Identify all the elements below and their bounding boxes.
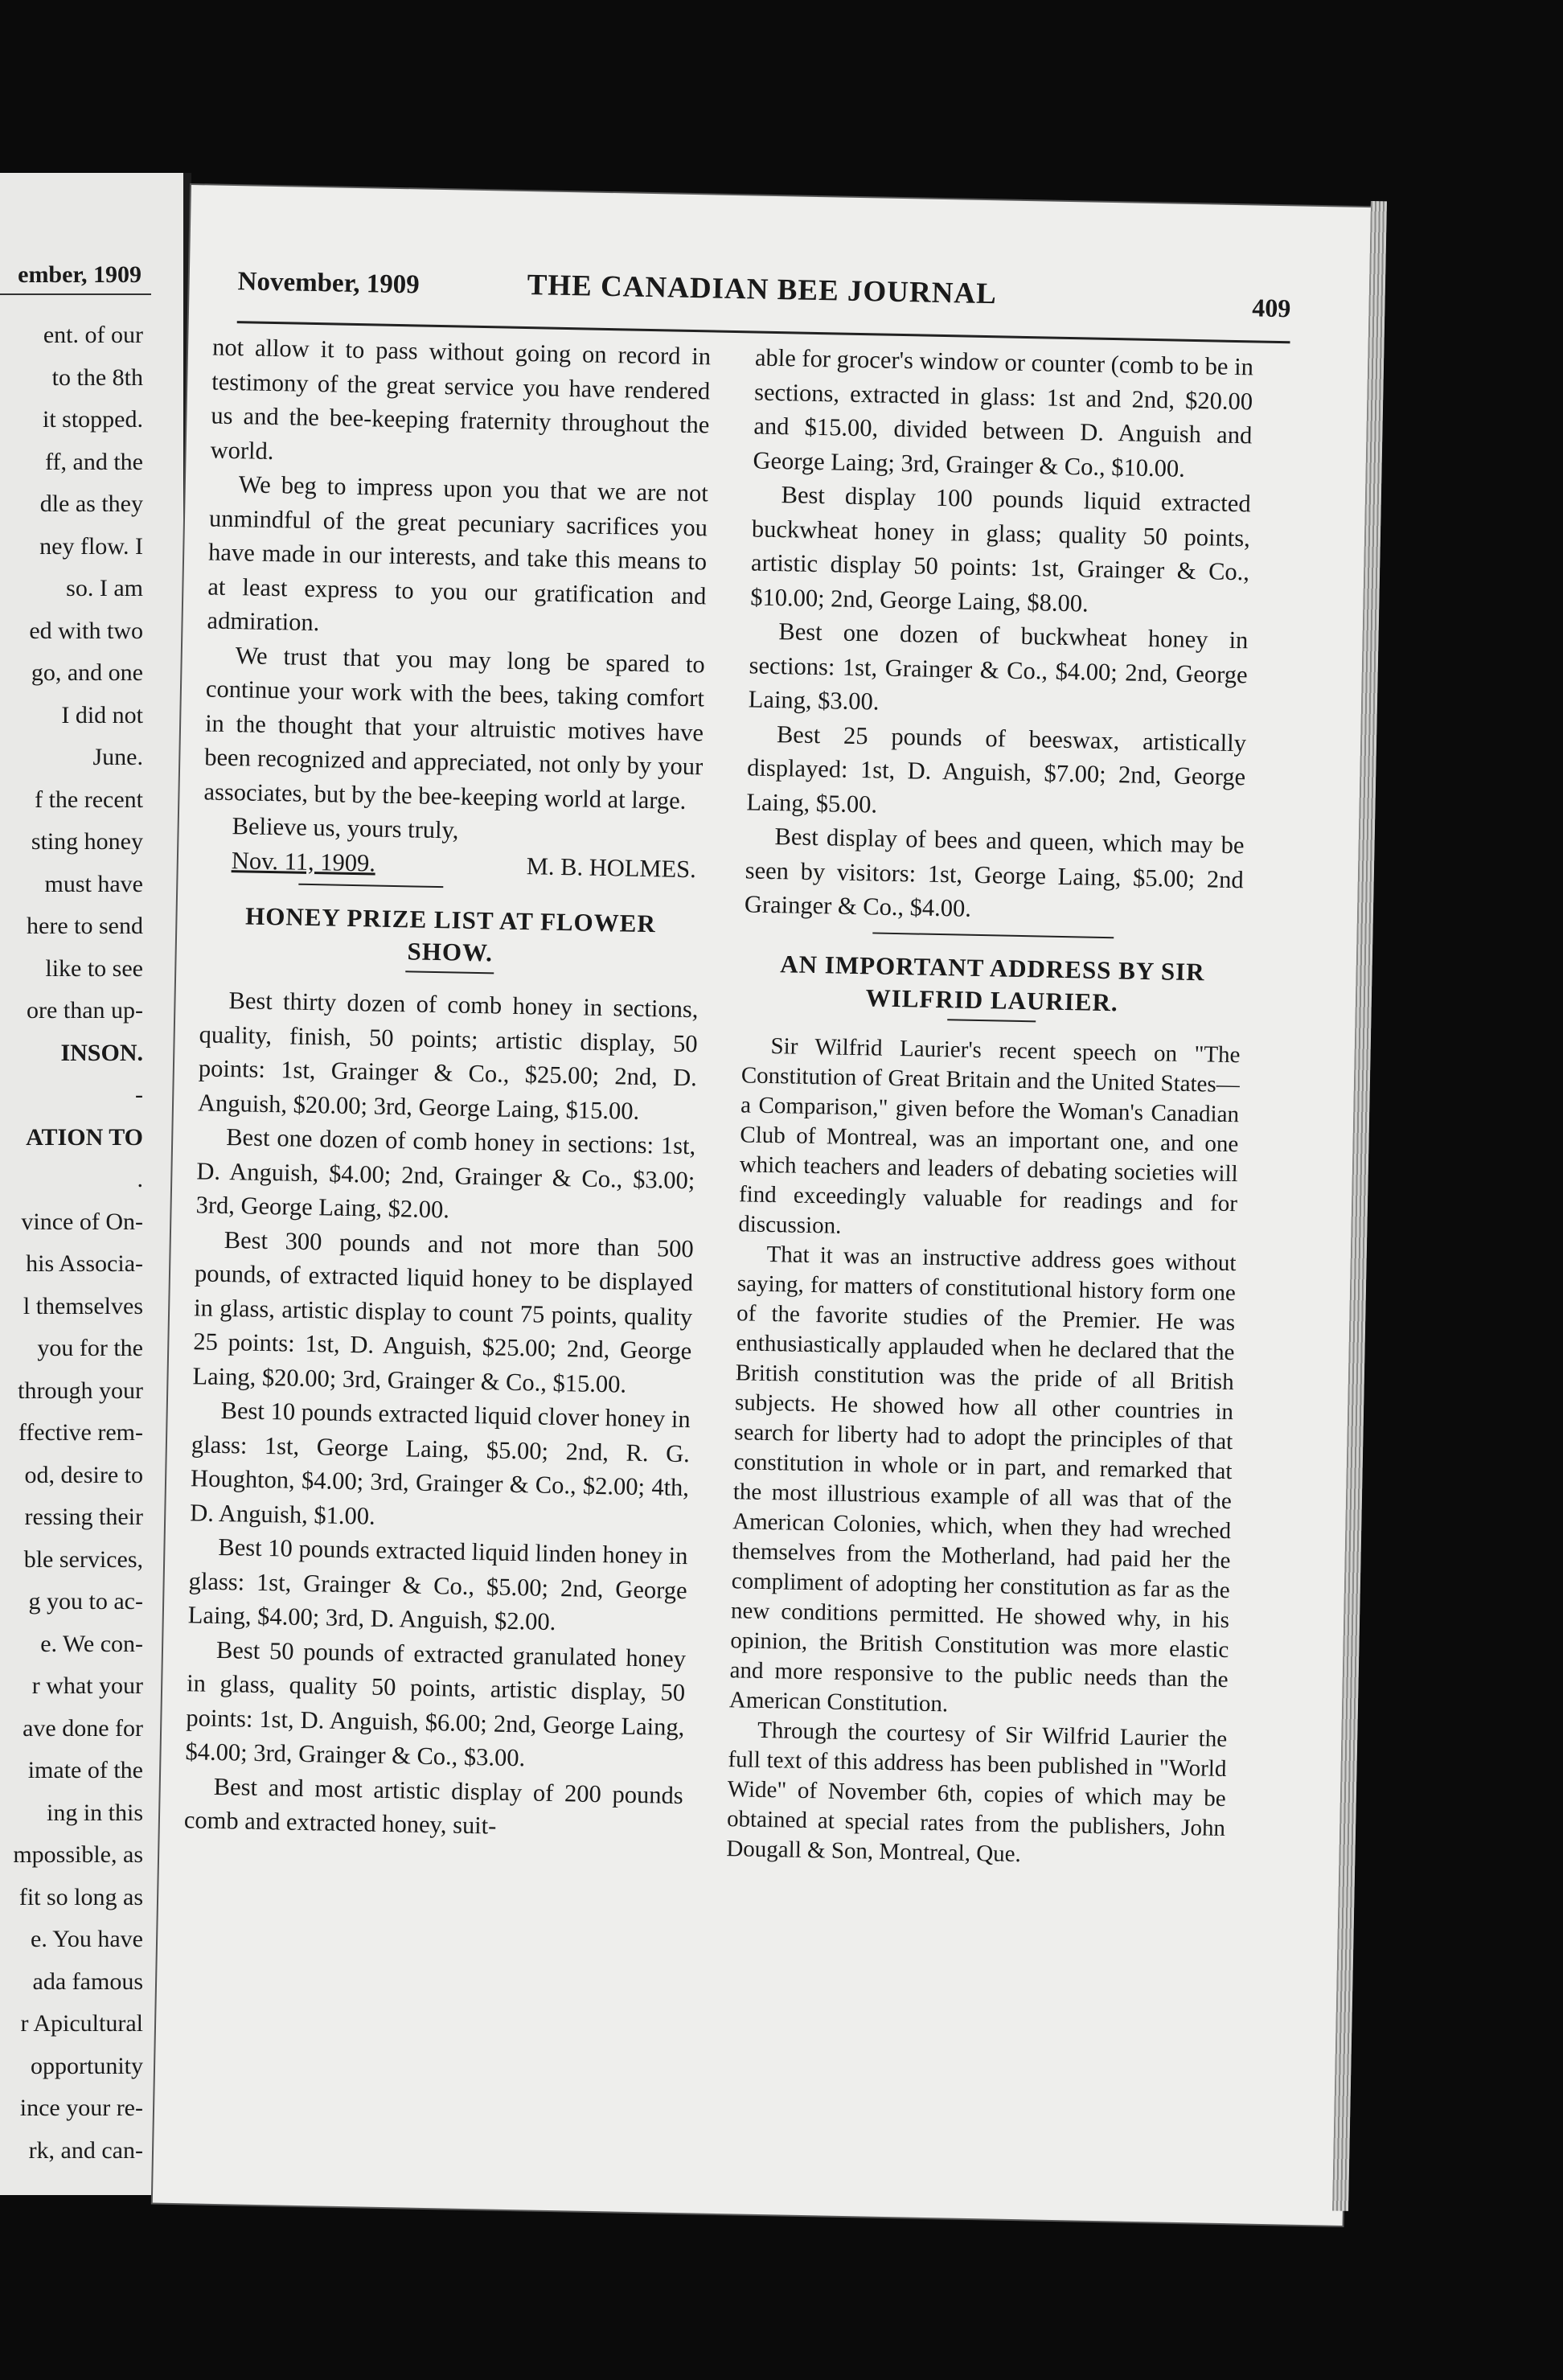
left-page-fragment: .	[137, 1166, 143, 1192]
left-page-fragment: e. We con-	[40, 1630, 143, 1657]
signature-name: M. B. HOLMES.	[526, 851, 697, 883]
letter-paragraph: We beg to impress upon you that we are not unmindful of the great pecuniary sacrifices you have made in our interests, and take this means to at least express to you our gratification and admiration.	[207, 470, 709, 637]
left-page-fragment: June.	[92, 744, 143, 770]
address-heading: AN IMPORTANT ADDRESS BY SIR WILFRID LAURIER.	[780, 949, 1205, 1016]
heading-rule	[405, 970, 494, 974]
left-page-fragment: like to see	[45, 954, 143, 982]
left-page-fragment: you for the	[37, 1335, 143, 1361]
left-page-fragment: opportunity	[31, 2052, 143, 2079]
left-page-fragment: ince your re-	[19, 2095, 143, 2121]
journal-title: THE CANADIAN BEE JOURNAL	[527, 269, 998, 311]
left-page-fragment: r what your	[31, 1672, 143, 1699]
header-date: November, 1909	[237, 267, 420, 300]
paragraph: Best 10 pounds extracted liquid clover honey in glass: 1st, George Laing, $5.00; 2nd, R. G. Houghton, $4.00; 3rd, Grainger & Co., $2.00; 4th, D. Anguish, $1.00.	[189, 1396, 691, 1530]
page-header	[237, 262, 1291, 330]
page-number: 409	[1251, 293, 1291, 323]
left-page-fragment: ressing their	[24, 1504, 143, 1530]
left-page-fragment: dle as they	[39, 490, 143, 517]
left-page-fragment: ney flow. I	[39, 532, 143, 560]
letter-paragraph: We trust that you may long be spared to continue your work with the bees, taking comfort in the thought that your altruistic motives have been recognized and appreciated, not only by your associates, but by the bee-keeping world at large.	[203, 641, 706, 815]
left-page-fragment: ing in this	[46, 1799, 143, 1826]
heading-rule	[947, 1019, 1036, 1022]
left-column	[184, 330, 712, 1847]
left-page-fragment: must have	[44, 870, 143, 897]
left-page-fragment: g you to ac-	[28, 1588, 143, 1615]
prize-list-heading: HONEY PRIZE LIST AT FLOWER SHOW.	[244, 901, 657, 967]
prize-items-left	[184, 983, 699, 1846]
left-page-fragment: to the 8th	[51, 363, 143, 391]
left-page-fragment: through your	[18, 1377, 143, 1404]
left-page-fragment: fit so long as	[18, 1883, 143, 1910]
left-page-fragment: ble services,	[23, 1545, 143, 1573]
paragraph: Best 300 pounds and not more than 500 pounds, of extracted liquid honey to be displayed in glass, artistic display to count 75 points, quality 25 points: 1st, D. Anguish, $25.00; 2nd, George Laing, $20.00; 3rd, Grainger & Co., $15.00.	[192, 1225, 695, 1398]
left-page-fragment: ent. of our	[43, 322, 143, 348]
paragraph: Best and most artistic display of 200 pounds comb and extracted honey, suit-	[183, 1772, 683, 1840]
letter-paragraph: not allow it to pass without going on record in testimony of the great service you have rendered us and the bee-keeping fraternity throughout the world.	[210, 333, 712, 465]
left-page-fragment: mpossible, as	[13, 1841, 143, 1868]
paragraph: Sir Wilfrid Laurier's recent speech on "The Constitution of Great Britain and the United States—a Comparison," given before the Woman's Canadian Club of Montreal, was an important one, and one which teachers and leaders of debating societies will find exceedingly valuable for readings and for discussion.	[738, 1032, 1241, 1239]
paragraph: Best one dozen of buckwheat honey in sections: 1st, Grainger & Co., $4.00; 2nd, George Laing, $3.00.	[748, 618, 1249, 716]
left-page-fragment: ave done for	[23, 1714, 143, 1742]
signature-date: Nov. 11, 1909.	[231, 846, 376, 877]
left-page-fragment: e. You have	[31, 1926, 143, 1952]
left-page-fragment: INSON.	[60, 1039, 143, 1066]
left-page-fragment: imate of the	[27, 1757, 143, 1783]
left-page-fragment: ada famous	[32, 1968, 143, 1995]
left-page-fragment: sting honey	[31, 828, 143, 855]
paragraph: Best display 100 pounds liquid extracted buckwheat honey in glass; quality 50 points, artistic display 50 points: 1st, Grainger & Co., $10.00; 2nd, George Laing, $8.00.	[749, 481, 1251, 618]
paragraph: Through the courtesy of Sir Wilfrid Laurier the full text of this address has been published in "World Wide" of November 6th, copies of which may be obtained at special rates from the publishers, John Dougall & Son, Montreal, Que.	[726, 1717, 1228, 1867]
left-page-fragment: -	[135, 1081, 143, 1108]
left-page-fragment: here to send	[27, 913, 143, 939]
left-page-fragment: vince of On-	[21, 1208, 143, 1235]
left-page-header-rule	[0, 293, 151, 295]
left-page-fragment: l themselves	[23, 1292, 143, 1319]
paragraph: Best thirty dozen of comb honey in sections, quality, finish, 50 points; artistic display, 50 points: 1st, Grainger & Co., $25.00; 2nd, D. Anguish, $20.00; 3rd, George Laing, $15.00.	[197, 987, 699, 1125]
prize-items-right	[745, 341, 1254, 931]
left-page-fragment: od, desire to	[24, 1461, 143, 1488]
left-page-fragment: f the recent	[35, 786, 143, 813]
left-page-fragment: so. I am	[66, 575, 143, 601]
paragraph: Best 50 pounds of extracted granulated honey in glass, quality 50 points, artistic display, 50 points: 1st, D. Anguish, $6.00; 2nd, George Laing, $4.00; 3rd, Grainger & Co., $3.00.	[185, 1635, 687, 1772]
paragraph: That it was an instructive address goes without saying, for matters of constitutional history form one of the favorite studies of the Premier. He was enthusiastically applauded when he declared that the British constitution was the pride of all British subjects. He showed how all other countries in search for liberty had to adopt the principles of that constitution in whole or in part, and remarked that the most illustrious example of all was that of the American Colonies, which, when they had wreched themselves from the Motherland, had paid her the compliment of adopting her constitution as far as the new conditions permitted. He showed why, in his opinion, the British Constitution was more elastic and more responsive to the public needs than the American Constitution.	[728, 1241, 1237, 1717]
left-page-fragment: ATION TO	[26, 1123, 143, 1151]
left-page-fragment: ffective rem-	[18, 1419, 143, 1446]
paragraph: Best 10 pounds extracted liquid linden honey in glass: 1st, Grainger & Co., $5.00; 2nd, George Laing, $4.00; 3rd, D. Anguish, $2.00.	[187, 1533, 688, 1636]
left-page-fragment: ed with two	[29, 617, 143, 644]
paragraph: Best 25 pounds of beeswax, artistically displayed: 1st, D. Anguish, $7.00; 2nd, George Laing, $5.00.	[746, 720, 1247, 819]
paragraph: Best display of bees and queen, which may be seen by visitors: 1st, George Laing, $5.00; 2nd Grainger & Co., $4.00.	[744, 823, 1245, 922]
right-column	[726, 341, 1253, 1873]
paragraph: Best one dozen of comb honey in sections: 1st, D. Anguish, $4.00; 2nd, Grainger & Co., $3.00; 3rd, George Laing, $2.00.	[195, 1123, 696, 1224]
left-page-fragment: ff, and the	[45, 448, 143, 475]
left-page-fragment: it stopped.	[43, 406, 143, 433]
left-page-fragment: go, and one	[31, 659, 143, 686]
section-rule	[872, 932, 1114, 938]
left-page-fragment: ore than up-	[27, 997, 143, 1024]
letter-closing: Believe us, yours truly,	[232, 812, 459, 844]
left-page-fragment: rk, and can-	[28, 2136, 143, 2164]
left-page-fragment: I did not	[61, 701, 143, 728]
paragraph: able for grocer's window or counter (comb to be in sections, extracted in glass: 1st and 2nd, $20.00 and $15.00, divided between D. Anguish and George Laing; 3rd, Grainger & Co., $10.00.	[753, 343, 1254, 482]
journal-page	[153, 185, 1381, 2226]
signature-rule	[298, 884, 443, 888]
article-body	[726, 1031, 1241, 1873]
left-page-header: ember, 1909	[18, 261, 142, 288]
left-page-fragment: r Apicultural	[20, 2010, 143, 2037]
left-page-fragment: his Associa-	[26, 1250, 143, 1277]
